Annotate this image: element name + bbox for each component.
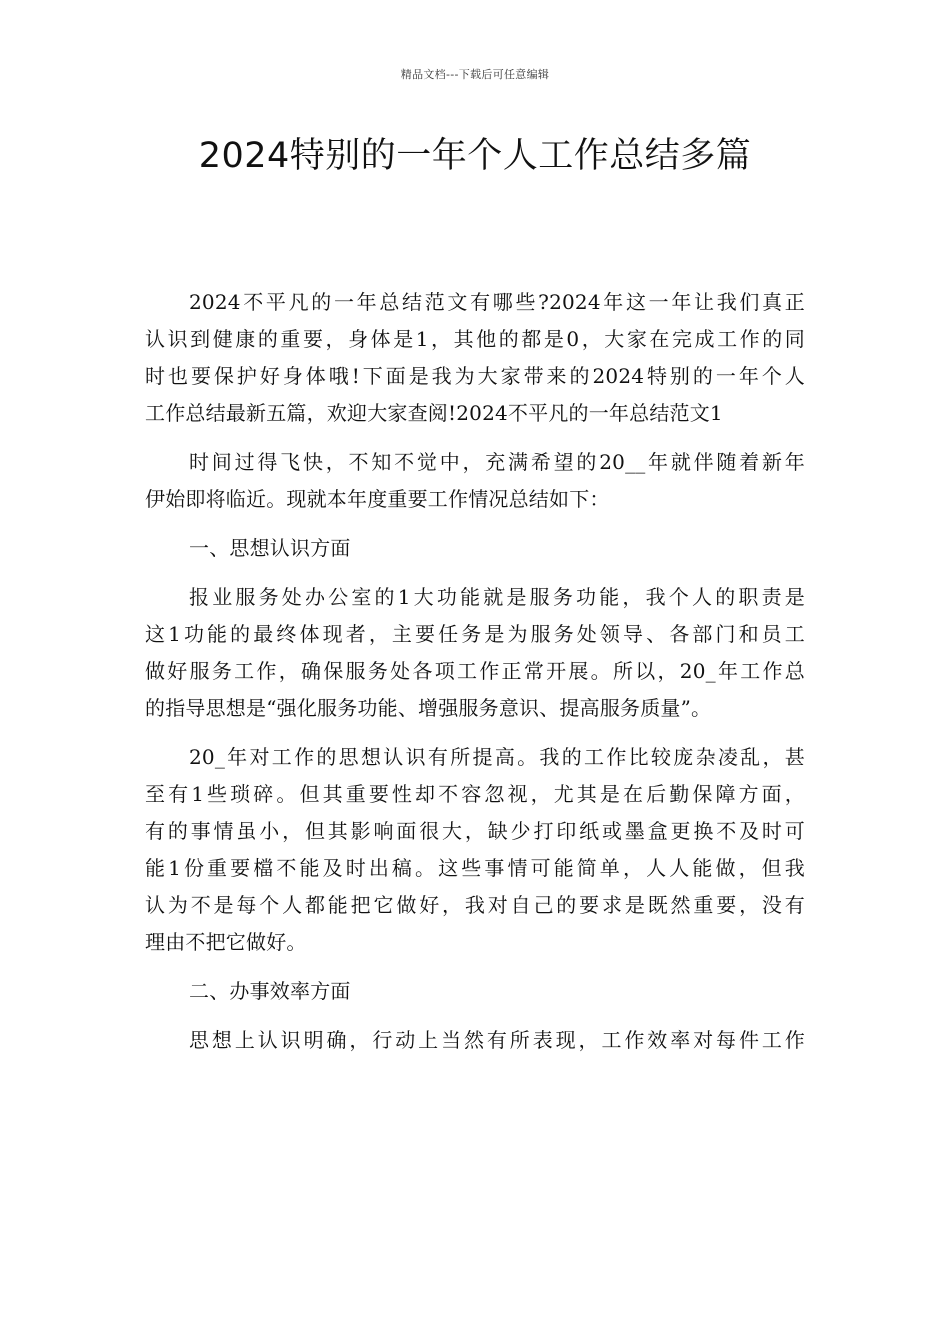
section-heading — [145, 530, 805, 567]
text-line: 时也要保护好身体哦!下面是我为大家带来的2024特别的一年个人 — [145, 364, 805, 388]
paragraph — [145, 1022, 805, 1059]
text-line: 理由不把它做好。 — [145, 930, 307, 954]
text-line: 至有1些琐碎。但其重要性却不容忽视，尤其是在后勤保障方面， — [145, 782, 805, 806]
text-line: 二、办事效率方面 — [189, 979, 351, 1003]
text-line: 伊始即将临近。现就本年度重要工作情况总结如下： — [145, 487, 610, 511]
text-line: 有的事情虽小，但其影响面很大，缺少打印纸或墨盒更换不及时可 — [145, 819, 805, 843]
text-line: 时间过得飞快，不知不觉中，充满希望的20__年就伴随着新年 — [189, 450, 805, 474]
text-line: 能1份重要檔不能及时出稿。这些事情可能简单，人人能做，但我 — [145, 856, 805, 880]
text-line: 一、思想认识方面 — [189, 536, 351, 560]
document-body — [145, 284, 805, 1059]
text-line: 的指导思想是“强化服务功能、增强服务意识、提高服务质量”。 — [145, 696, 712, 720]
text-line: 20_年对工作的思想认识有所提高。我的工作比较庞杂凌乱，甚 — [189, 745, 805, 769]
paragraph — [145, 579, 805, 727]
document-title: 2024特别的一年个人工作总结多篇 — [198, 136, 752, 176]
paragraph — [145, 739, 805, 961]
paragraph — [145, 284, 805, 432]
text-line: 思想上认识明确，行动上当然有所表现，工作效率对每件工作 — [189, 1028, 805, 1052]
text-line: 报业服务处办公室的1大功能就是服务功能，我个人的职责是 — [189, 585, 805, 609]
section-heading — [145, 973, 805, 1010]
text-line: 认识到健康的重要，身体是1，其他的都是0，大家在完成工作的同 — [145, 327, 805, 351]
text-line: 做好服务工作，确保服务处各项工作正常开展。所以，20_年工作总 — [145, 659, 805, 683]
paragraph — [145, 444, 805, 518]
text-line: 这1功能的最终体现者，主要任务是为服务处领导、各部门和员工 — [145, 622, 805, 646]
text-line: 认为不是每个人都能把它做好，我对自己的要求是既然重要，没有 — [145, 893, 805, 917]
header-note: 精品文档---下载后可任意编辑 — [400, 68, 550, 81]
text-line: 工作总结最新五篇，欢迎大家查阅!2024不平凡的一年总结范文1 — [145, 401, 723, 425]
text-line: 2024不平凡的一年总结范文有哪些?2024年这一年让我们真正 — [189, 290, 805, 314]
